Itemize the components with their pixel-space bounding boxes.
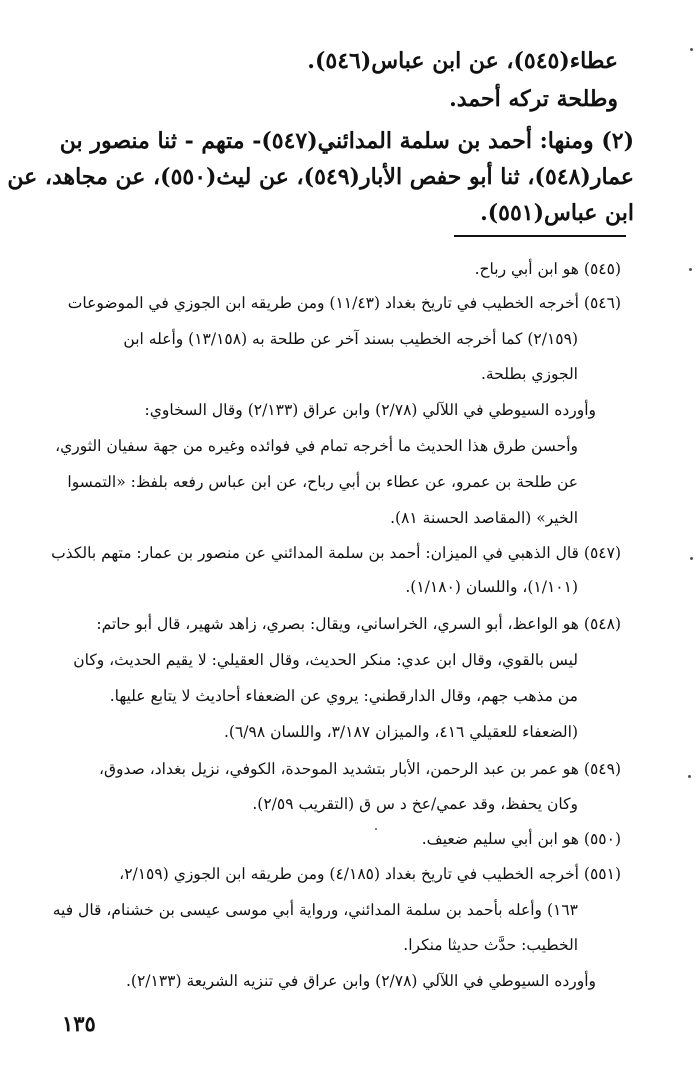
footnote-548-line-3: من مذهب جهم، وقال الدارقطني: يروي عن الضعفاء أحاديث لا يتابع عليها. [109,687,578,705]
scan-speck [375,828,377,830]
scan-speck [690,557,693,560]
footnote-548-line-2: ليس بالقوي، وقال ابن عدي: منكر الحديث، وقال العقيلي: لا يقيم الحديث، وكان [73,651,578,669]
footnote-551-line-2: ١٦٣) وأعله بأحمد بن سلمة المدائني، ورواية أبي موسى عيسى بن خشنام، قال فيه [52,901,578,919]
footnote-547-line-1: (٥٤٧) قال الذهبي في الميزان: أحمد بن سلمة المدائني عن منصور بن عمار: متهم بالكذب [51,544,621,562]
scan-speck [688,775,691,778]
footnote-551-line-1: (٥٥١) أخرجه الخطيب في تاريخ بغداد (٤/١٨٥) ومن طريقه ابن الجوزي (٢/١٥٩، [119,865,621,883]
main-line-1: عطاء(٥٤٥)، عن ابن عباس(٥٤٦). [307,48,618,74]
footnote-551-line-4: وأورده السيوطي في اللآلي (٢/٧٨) وابن عراق في تنزيه الشريعة (٢/١٣٣). [125,972,596,990]
main-line-5: ابن عباس(٥٥١). [480,200,634,226]
main-line-3: (٢) ومنها: أحمد بن سلمة المدائني(٥٤٧)- متهم - ثنا منصور بن [59,128,634,154]
page-number: ١٣٥ [62,1011,96,1036]
footnote-separator [454,235,626,237]
footnote-547-line-2: (١/١٠١)، واللسان (١/١٨٠). [405,578,578,596]
footnote-551-line-3: الخطيب: حدَّث حديثا منكرا. [403,936,578,954]
footnote-546-line-7: الخير» (المقاصد الحسنة ٨١). [390,509,578,527]
footnote-548-line-1: (٥٤٨) هو الواعظ، أبو السري، الخراساني، ويقال: بصري، زاهد شهير، قال أبو حاتم: [96,615,621,633]
scan-speck [689,268,692,271]
footnote-546-line-2: (٢/١٥٩) كما أخرجه الخطيب بسند آخر عن طلحة به (١٣/١٥٨) وأعله ابن [123,330,578,348]
main-line-2: وطلحة تركه أحمد. [449,86,618,112]
footnote-546-line-6: عن طلحة بن عمرو، عن عطاء بن أبي رباح، عن ابن عباس رفعه بلفظ: «التمسوا [67,473,578,491]
footnote-545: (٥٤٥) هو ابن أبي رباح. [474,260,621,278]
scan-speck [690,48,693,51]
footnote-549-line-2: وكان يحفظ، وقد عمي/عخ د س ق (التقريب ٢/٥٩). [252,795,578,813]
footnote-549-line-1: (٥٤٩) هو عمر بن عبد الرحمن، الأبار بتشديد الموحدة، الكوفي، نزيل بغداد، صدوق، [99,760,621,778]
main-line-4: عمار(٥٤٨)، ثنا أبو حفص الأبار(٥٤٩)، عن ليث(٥٥٠)، عن مجاهد، عن [7,164,634,190]
footnote-550: (٥٥٠) هو ابن أبي سليم ضعيف. [421,830,621,848]
footnote-546-line-3: الجوزي بطلحة. [481,365,578,383]
footnote-546-line-4: وأورده السيوطي في اللآلي (٢/٧٨) وابن عراق (٢/١٣٣) وقال السخاوي: [144,401,596,419]
footnote-548-line-4: (الضعفاء للعقيلي ٤١٦، والميزان ٣/١٨٧، واللسان ٦/٩٨). [223,723,578,741]
footnote-546-line-1: (٥٤٦) أخرجه الخطيب في تاريخ بغداد (١١/٤٣) ومن طريقه ابن الجوزي في الموضوعات [67,294,621,312]
footnote-546-line-5: وأحسن طرق هذا الحديث ما أخرجه تمام في فوائده وغيره من جهة سفيان الثوري، [55,437,578,455]
